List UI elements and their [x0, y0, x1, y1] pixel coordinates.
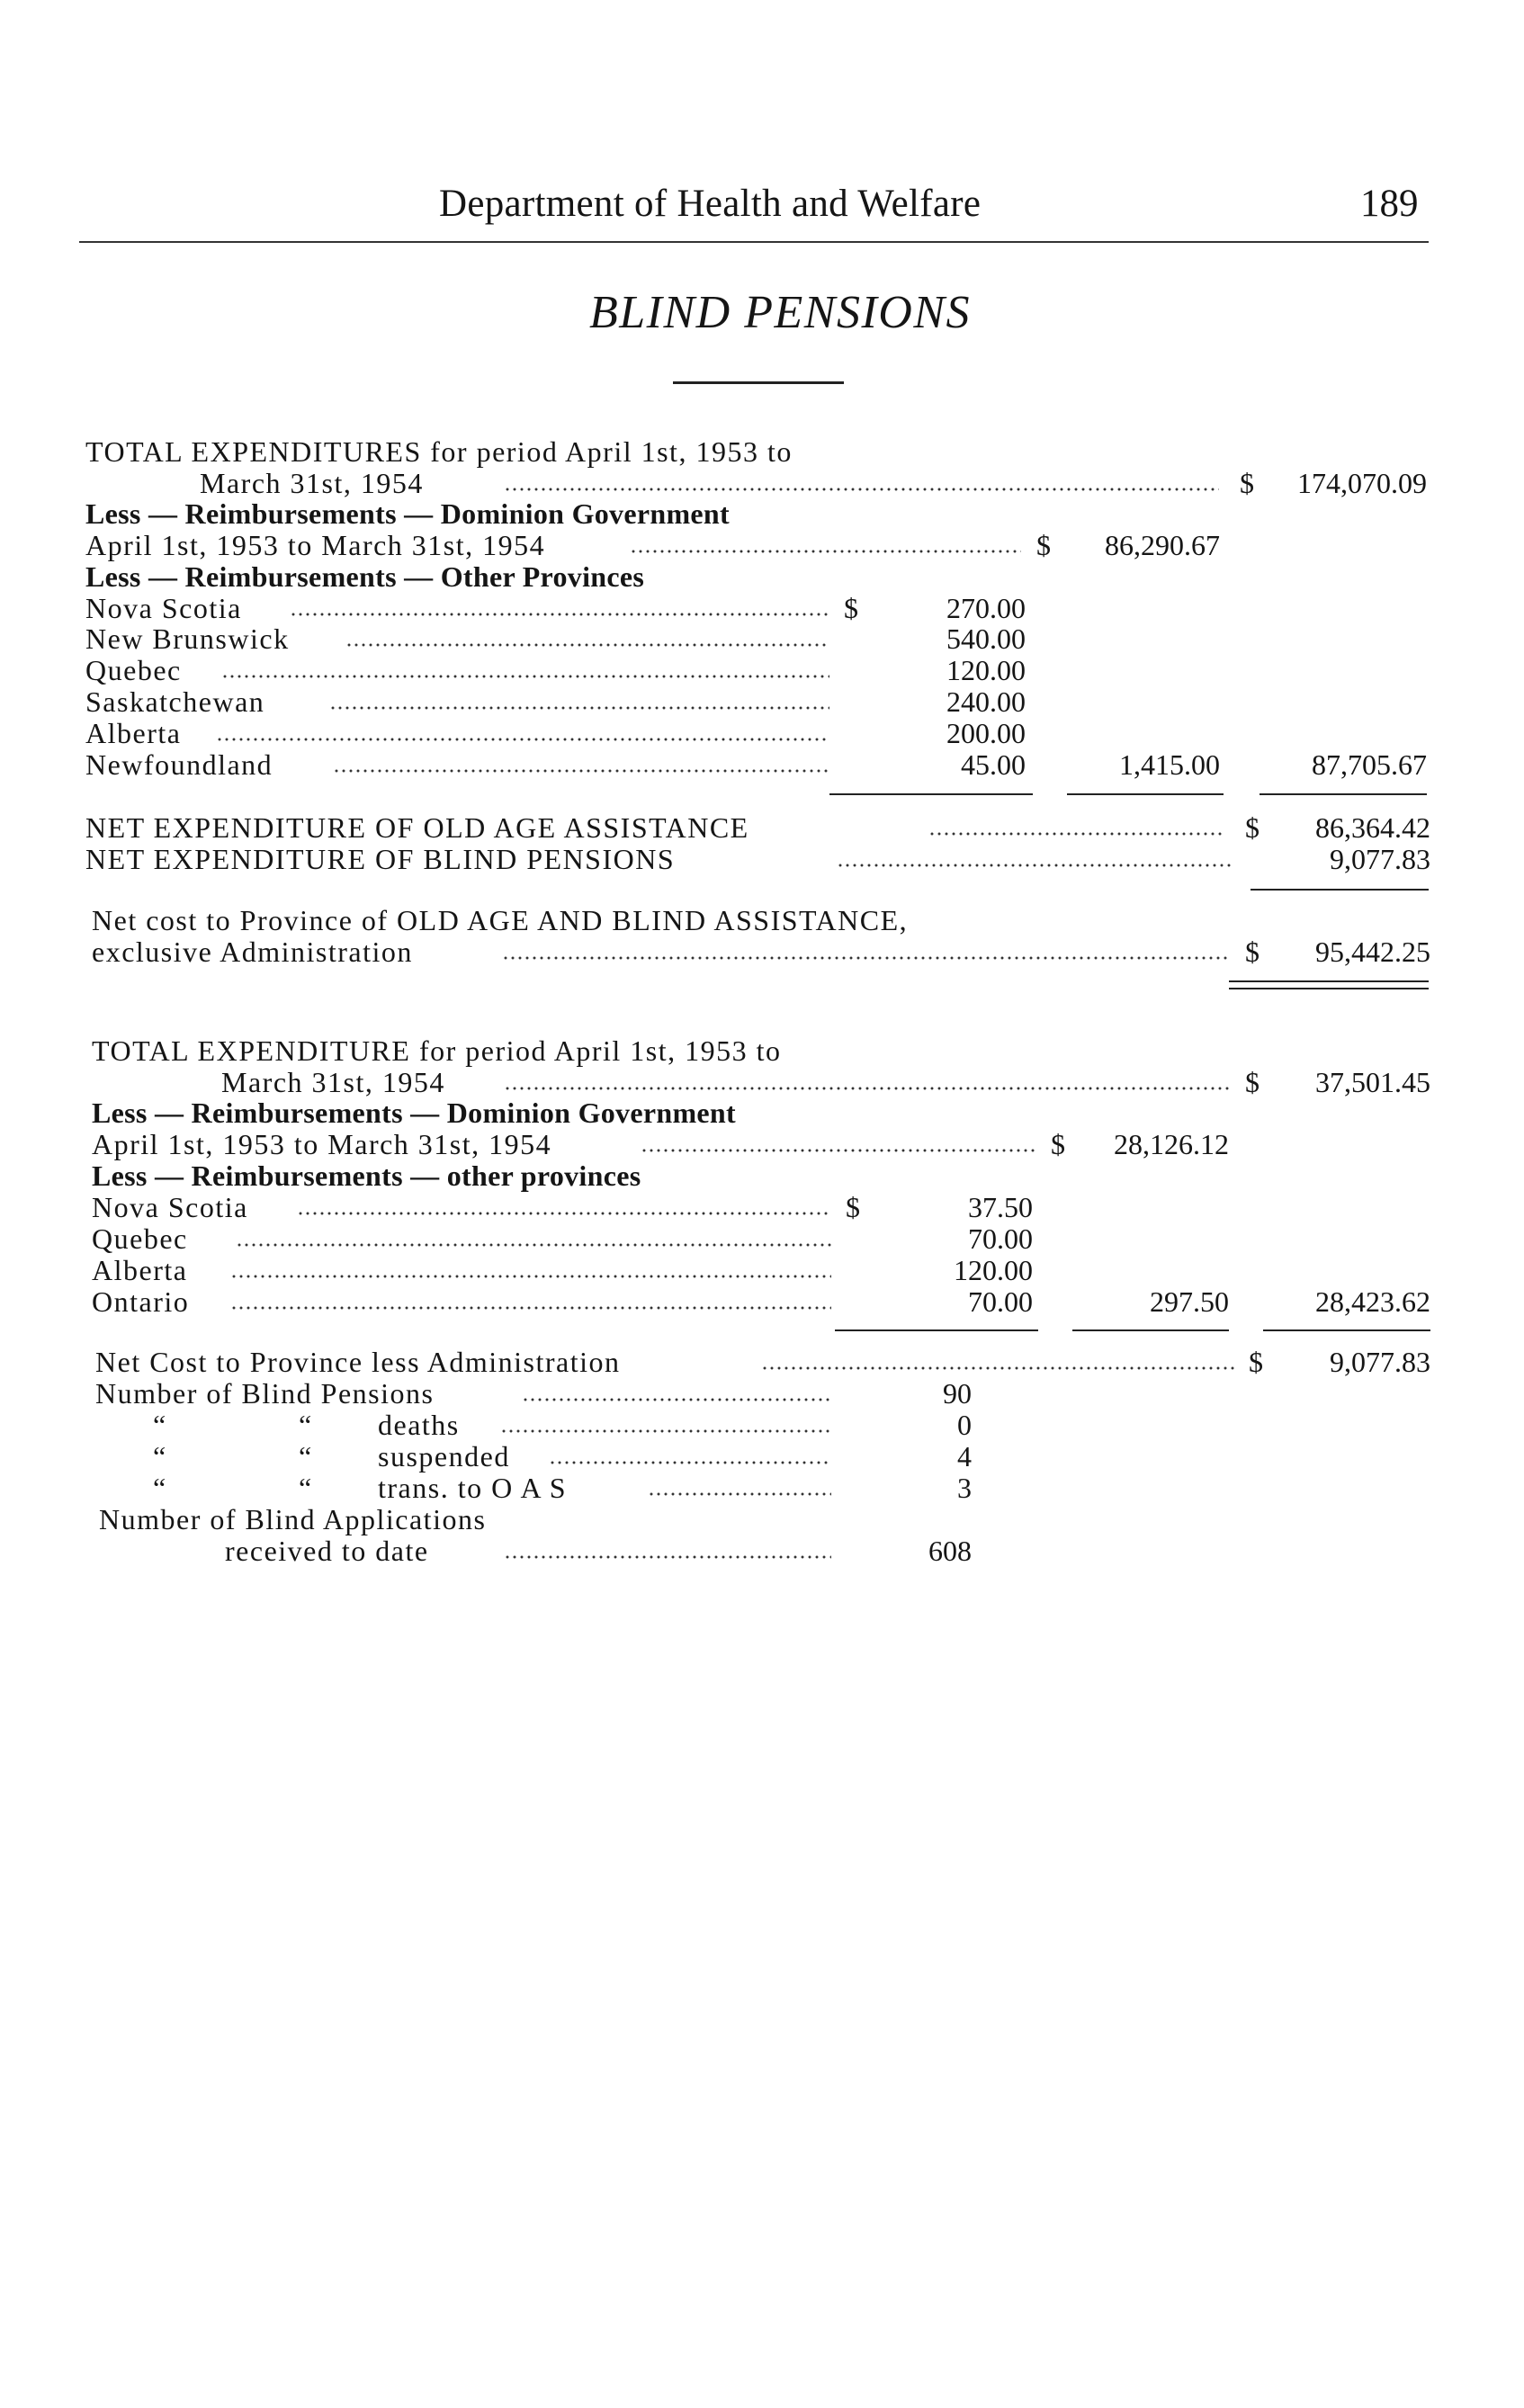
- total-expenditure-line1: [0, 1034, 1524, 1067]
- stat-row-suspended: [0, 1440, 1524, 1473]
- province-value: 37.50: [968, 1191, 1033, 1223]
- double-rule-top: [1229, 980, 1429, 982]
- less-dominion-label: Less — Reimbursements — Dominion Government: [92, 1097, 736, 1129]
- province-name: Alberta: [85, 717, 182, 749]
- province-value: 120.00: [946, 654, 1026, 686]
- total-expenditure-period: March 31st, 1954: [221, 1066, 445, 1098]
- leader-dots: [630, 549, 1021, 554]
- dollar-sign: $: [1036, 529, 1051, 561]
- stat-label: suspended: [378, 1440, 510, 1473]
- province-row: [0, 1191, 1524, 1223]
- ditto-mark: “: [299, 1440, 312, 1473]
- net-cost-line1: [0, 904, 1524, 936]
- net-cost-value: 95,442.25: [1315, 935, 1430, 968]
- less-other-provinces-line: [0, 560, 1524, 593]
- dominion-period-label: April 1st, 1953 to March 31st, 1954: [85, 529, 546, 561]
- dollar-sign: $: [1240, 467, 1254, 499]
- stat-row-applications-line1: [0, 1503, 1524, 1535]
- stat-value: 90: [943, 1377, 972, 1410]
- net-cost-label: Net cost to Province of OLD AGE AND BLIND ASSISTANCE,: [92, 904, 909, 936]
- leader-dots: [761, 1365, 1234, 1371]
- net-oaa-label: NET EXPENDITURE OF OLD AGE ASSISTANCE: [85, 811, 749, 844]
- dollar-sign: $: [846, 1191, 860, 1223]
- leader-dots: [504, 1554, 831, 1560]
- less-dominion-label: Less — Reimbursements — Dominion Government: [85, 497, 730, 530]
- province-value: 70.00: [968, 1222, 1033, 1255]
- province-value: 540.00: [946, 622, 1026, 655]
- stat-label: received to date: [225, 1535, 429, 1567]
- ditto-mark: “: [299, 1472, 312, 1504]
- leader-dots: [648, 1491, 831, 1497]
- leader-dots: [549, 1460, 831, 1465]
- stat-row-applications-line2: [0, 1535, 1524, 1567]
- net-cost-label: Net Cost to Province less Administration: [95, 1346, 621, 1378]
- leader-dots: [216, 737, 829, 742]
- stat-label: Number of Blind Pensions: [95, 1377, 435, 1410]
- leader-dots: [504, 1086, 1231, 1091]
- dominion-reimbursement-value: 86,290.67: [1105, 529, 1220, 561]
- leader-dots: [230, 1274, 831, 1279]
- net-oaa-value: 86,364.42: [1315, 811, 1430, 844]
- leader-dots: [290, 612, 829, 617]
- province-name: Quebec: [92, 1222, 188, 1255]
- total-expenditure-label: TOTAL EXPENDITURE for period April 1st, 1953 to: [92, 1034, 782, 1067]
- leader-dots: [502, 955, 1231, 961]
- running-header-title: Department of Health and Welfare: [439, 183, 982, 225]
- header-rule: [79, 241, 1429, 243]
- less-dominion-line: [0, 497, 1524, 530]
- dominion-reimbursement-value: 28,126.12: [1114, 1128, 1229, 1160]
- dominion-period-line: [0, 529, 1524, 561]
- stat-label: Number of Blind Applications: [99, 1503, 487, 1535]
- total-expenditures-label: TOTAL EXPENDITURES for period April 1st, 1953 to: [85, 435, 793, 468]
- province-name: New Brunswick: [85, 622, 290, 655]
- province-row: [0, 717, 1524, 749]
- sum-rule: [1260, 793, 1427, 795]
- ditto-mark: “: [299, 1409, 312, 1441]
- reimbursements-total: 28,423.62: [1315, 1285, 1430, 1318]
- leader-dots: [230, 1305, 831, 1311]
- less-other-provinces-line: [0, 1159, 1524, 1192]
- net-oaa-row: [0, 811, 1524, 844]
- leader-dots: [522, 1397, 831, 1402]
- net-cost-row: [0, 1346, 1524, 1378]
- province-name: Saskatchewan: [85, 685, 265, 718]
- provinces-subtotal: 1,415.00: [1119, 748, 1220, 781]
- net-cost-qualifier: exclusive Administration: [92, 935, 413, 968]
- total-expenditures-line2: [0, 467, 1524, 499]
- stat-row-trans: [0, 1472, 1524, 1504]
- provinces-subtotal: 297.50: [1150, 1285, 1229, 1318]
- total-expenditure-line2: [0, 1066, 1524, 1098]
- stat-value: 608: [928, 1535, 972, 1567]
- total-expenditures-line1: [0, 435, 1524, 468]
- double-rule-bottom: [1229, 988, 1429, 989]
- province-row: [0, 654, 1524, 686]
- province-row: [0, 748, 1524, 781]
- sum-rule: [1263, 1329, 1430, 1331]
- net-cost-value: 9,077.83: [1330, 1346, 1430, 1378]
- province-value: 45.00: [961, 748, 1026, 781]
- ditto-mark: “: [153, 1409, 166, 1441]
- leader-dots: [333, 768, 829, 774]
- stat-row-pensions: [0, 1377, 1524, 1410]
- province-value: 70.00: [968, 1285, 1033, 1318]
- less-other-provinces-label: Less — Reimbursements — Other Provinces: [85, 560, 645, 593]
- leader-dots: [297, 1211, 831, 1216]
- leader-dots: [837, 863, 1231, 868]
- leader-dots: [504, 487, 1219, 492]
- dollar-sign: $: [1245, 935, 1260, 968]
- sum-rule: [1072, 1329, 1229, 1331]
- sum-rule: [1067, 793, 1224, 795]
- stat-label: deaths: [378, 1409, 460, 1441]
- dollar-sign: $: [844, 592, 858, 624]
- province-value: 200.00: [946, 717, 1026, 749]
- province-row: [0, 1254, 1524, 1286]
- stat-value: 0: [957, 1409, 972, 1441]
- reimbursements-total: 87,705.67: [1312, 748, 1427, 781]
- sum-rule: [1251, 889, 1429, 891]
- province-name: Quebec: [85, 654, 182, 686]
- stat-value: 4: [957, 1440, 972, 1473]
- leader-dots: [221, 674, 829, 679]
- net-blind-value: 9,077.83: [1330, 843, 1430, 875]
- total-expenditure-value: 37,501.45: [1315, 1066, 1430, 1098]
- less-other-provinces-label: Less — Reimbursements — other provinces: [92, 1159, 641, 1192]
- title-rule: [673, 381, 844, 384]
- dominion-period-line: [0, 1128, 1524, 1160]
- leader-dots: [928, 831, 1225, 837]
- province-name: Nova Scotia: [85, 592, 242, 624]
- stat-label: trans. to O A S: [378, 1472, 568, 1504]
- dollar-sign: $: [1249, 1346, 1263, 1378]
- province-row: [0, 1222, 1524, 1255]
- leader-dots: [500, 1428, 831, 1434]
- province-name: Ontario: [92, 1285, 190, 1318]
- leader-dots: [641, 1148, 1036, 1153]
- leader-dots: [329, 705, 829, 711]
- total-expenditures-period: March 31st, 1954: [200, 467, 424, 499]
- stat-value: 3: [957, 1472, 972, 1504]
- province-value: 120.00: [954, 1254, 1033, 1286]
- province-name: Newfoundland: [85, 748, 273, 781]
- ditto-mark: “: [153, 1472, 166, 1504]
- dollar-sign: $: [1245, 811, 1260, 844]
- less-dominion-line: [0, 1097, 1524, 1129]
- province-value: 240.00: [946, 685, 1026, 718]
- province-row: [0, 685, 1524, 718]
- province-row: [0, 592, 1524, 624]
- total-expenditures-value: 174,070.09: [1297, 467, 1427, 499]
- ditto-mark: “: [153, 1440, 166, 1473]
- dollar-sign: $: [1051, 1128, 1065, 1160]
- province-row: [0, 1285, 1524, 1318]
- stat-row-deaths: [0, 1409, 1524, 1441]
- sum-rule: [829, 793, 1033, 795]
- leader-dots: [345, 642, 829, 648]
- net-cost-line2: [0, 935, 1524, 968]
- province-name: Alberta: [92, 1254, 188, 1286]
- page-title: BLIND PENSIONS: [589, 287, 971, 338]
- province-name: Nova Scotia: [92, 1191, 248, 1223]
- province-row: [0, 622, 1524, 655]
- leader-dots: [236, 1242, 831, 1248]
- dominion-period-label: April 1st, 1953 to March 31st, 1954: [92, 1128, 552, 1160]
- net-blind-row: [0, 843, 1524, 875]
- net-blind-label: NET EXPENDITURE OF BLIND PENSIONS: [85, 843, 676, 875]
- page-number: 189: [1360, 183, 1419, 225]
- province-value: 270.00: [946, 592, 1026, 624]
- dollar-sign: $: [1245, 1066, 1260, 1098]
- sum-rule: [835, 1329, 1038, 1331]
